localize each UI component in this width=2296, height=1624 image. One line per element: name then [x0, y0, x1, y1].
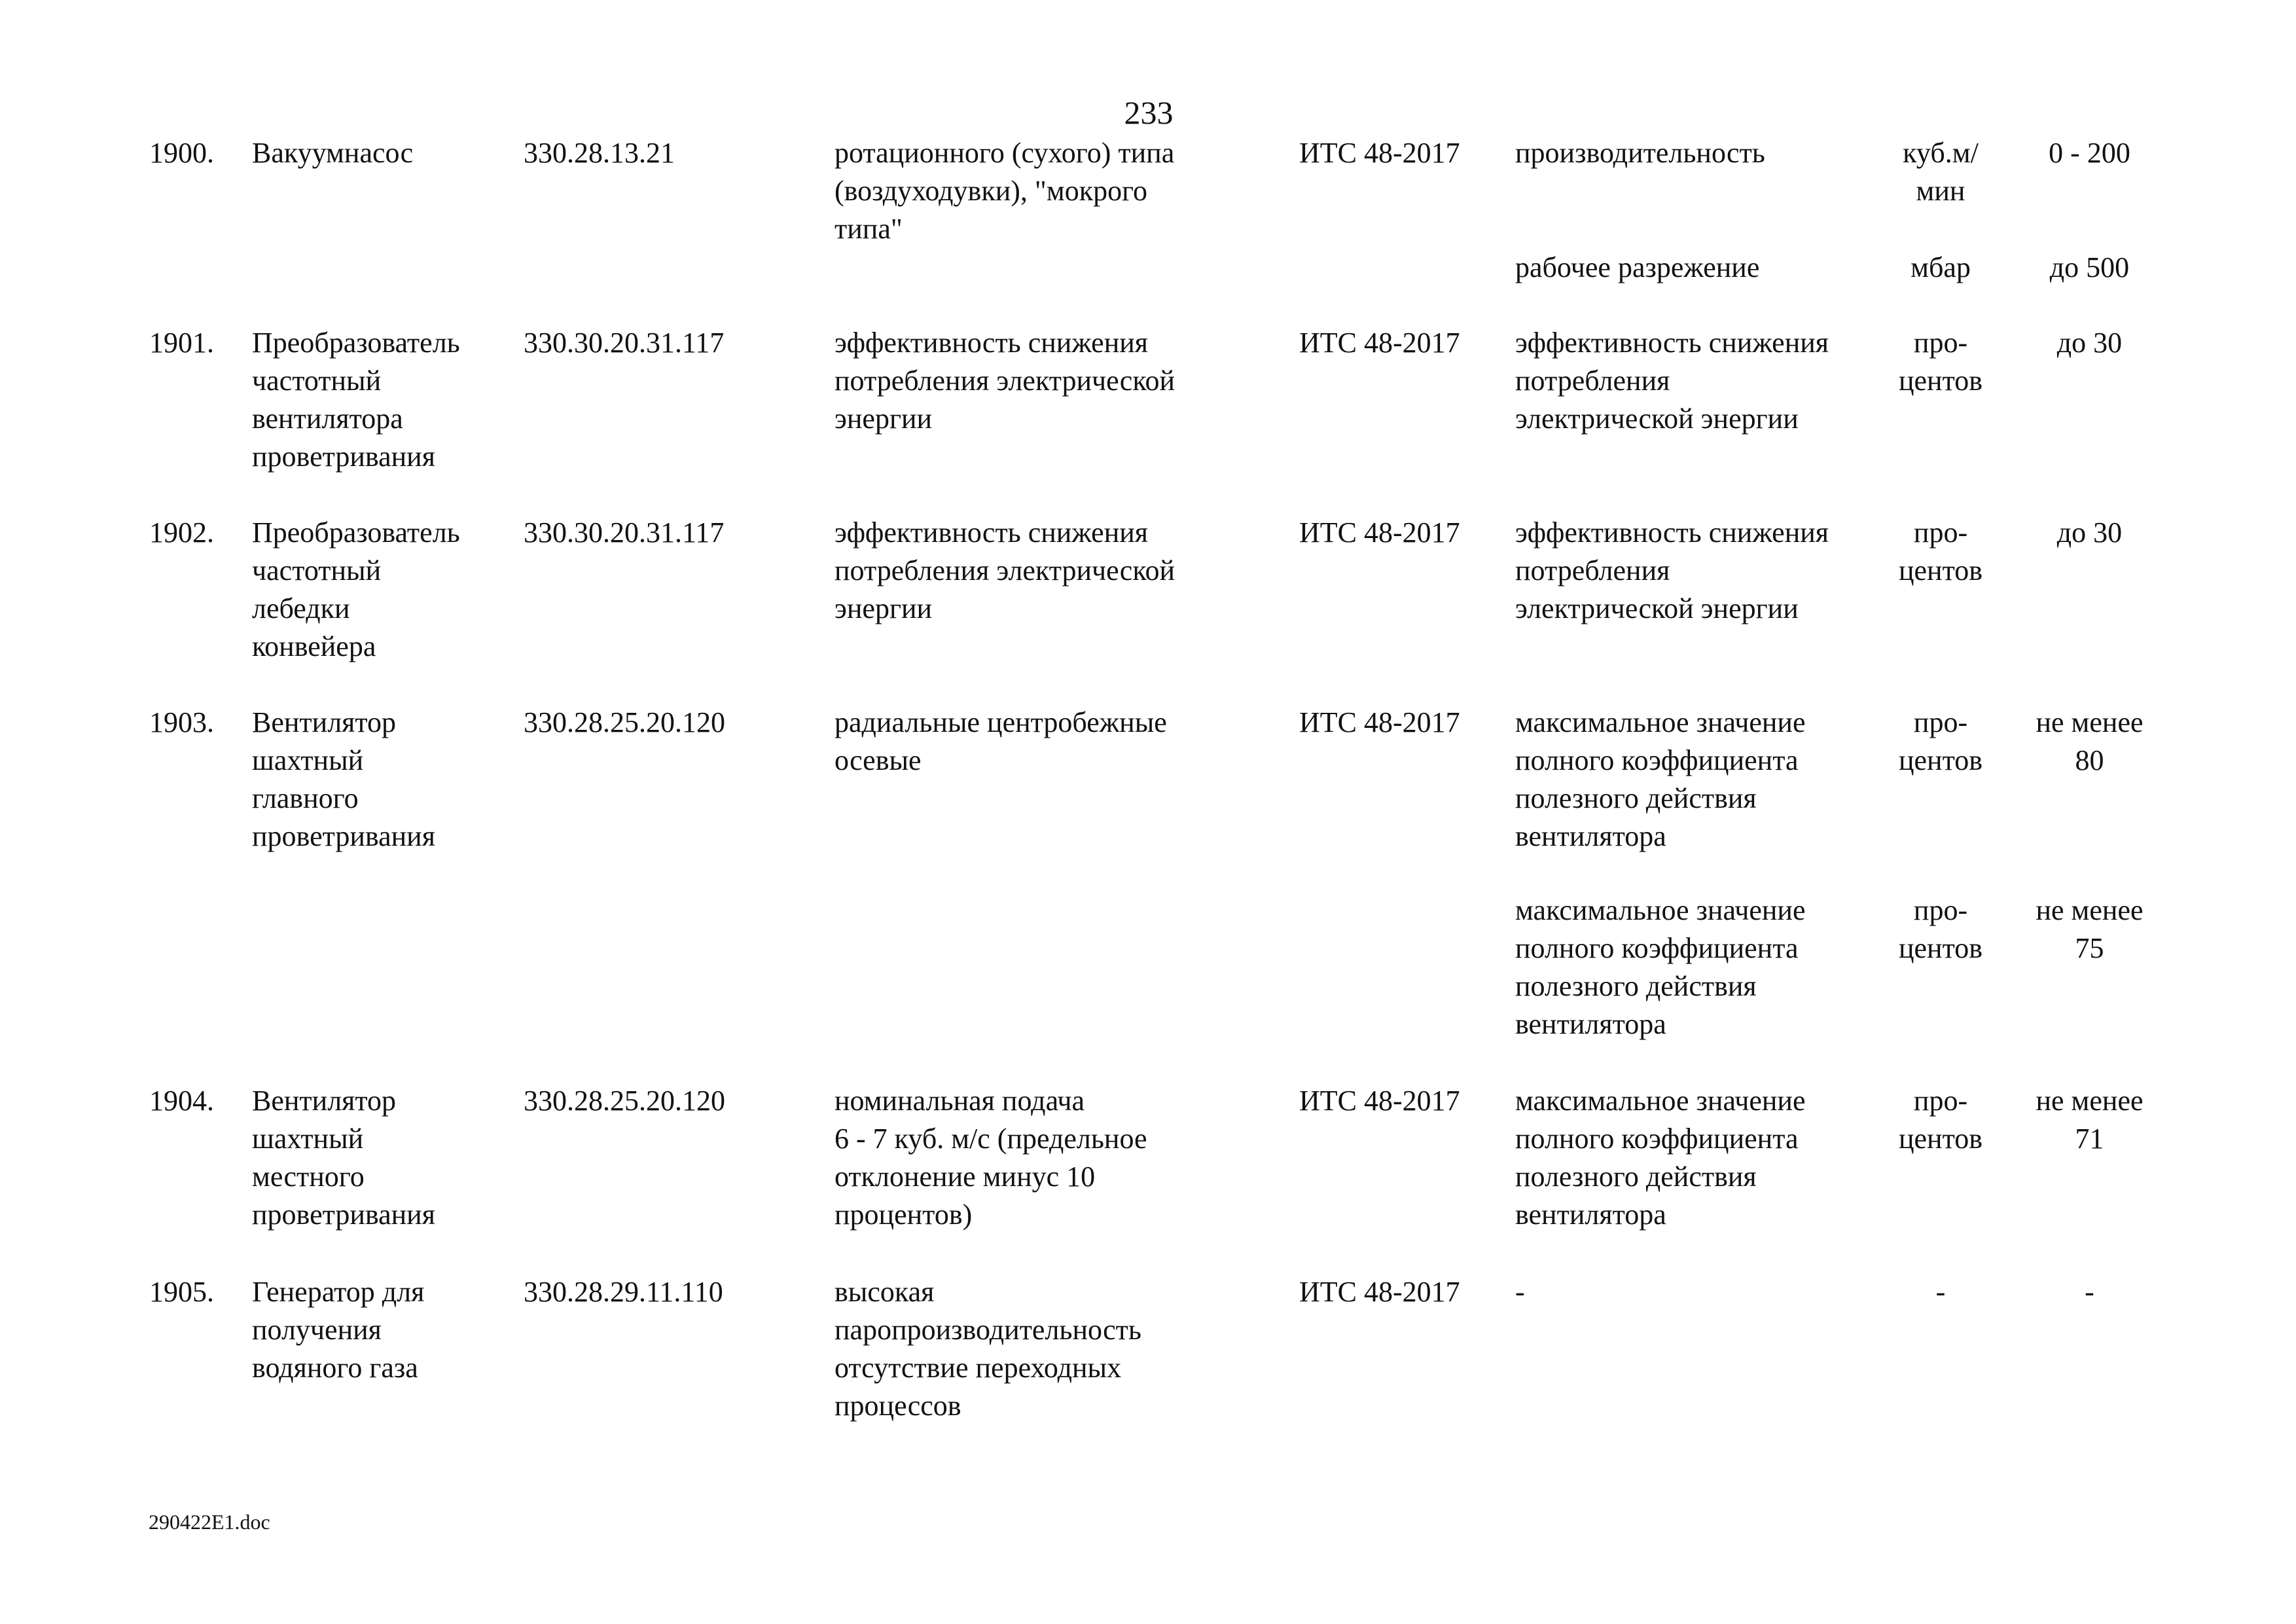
equipment-code: 330.28.25.20.120 — [524, 706, 725, 738]
equipment-description: радиальные центробежные осевые — [834, 706, 1167, 776]
parameter-unit: - — [1935, 1276, 1946, 1308]
equipment-description: ротационного (сухого) типа (воздуходувки), "мокрого типа" — [834, 137, 1175, 245]
reference-standard: ИТС 48-2017 — [1299, 1085, 1460, 1117]
equipment-name: Вентилятор шахтный местного проветривания — [252, 1085, 435, 1231]
parameter-unit: про- центов — [1898, 327, 1983, 397]
reference-standard: ИТС 48-2017 — [1299, 327, 1460, 359]
reference-standard: ИТС 48-2017 — [1299, 516, 1460, 549]
parameter-unit: куб.м/ мин — [1903, 137, 1979, 207]
equipment-code: 330.30.20.31.117 — [524, 516, 725, 549]
parameter-name: максимальное значение полного коэффициента полезного действия вентилятора — [1515, 1085, 1806, 1231]
parameter-unit: про- центов — [1898, 1085, 1983, 1155]
page-number: 233 — [1124, 94, 1174, 131]
parameter-name: рабочее разрежение — [1515, 251, 1760, 283]
parameter-unit: мбар — [1910, 251, 1971, 283]
parameter-value: не менее 71 — [2036, 1085, 2144, 1155]
parameter-value: до 500 — [2049, 251, 2130, 283]
equipment-code: 330.28.29.11.110 — [524, 1276, 723, 1308]
reference-standard: ИТС 48-2017 — [1299, 1276, 1460, 1308]
parameter-name: эффективность снижения потребления электрической энергии — [1515, 327, 1829, 435]
equipment-code: 330.28.25.20.120 — [524, 1085, 725, 1117]
equipment-description: эффективность снижения потребления электрической энергии — [834, 516, 1175, 624]
equipment-name: Вентилятор шахтный главного проветривания — [252, 706, 435, 852]
equipment-code: 330.28.13.21 — [524, 137, 675, 169]
row-number: 1903. — [149, 706, 214, 738]
row-number: 1904. — [149, 1085, 214, 1117]
parameter-name: эффективность снижения потребления электрической энергии — [1515, 516, 1829, 624]
parameter-unit: про- центов — [1898, 706, 1983, 776]
row-number: 1902. — [149, 516, 214, 549]
equipment-name: Преобразователь частотный лебедки конвейера — [252, 516, 460, 662]
parameter-value: не менее 80 — [2036, 706, 2144, 776]
parameter-name: максимальное значение полного коэффициента полезного действия вентилятора — [1515, 706, 1806, 852]
reference-standard: ИТС 48-2017 — [1299, 706, 1460, 738]
parameter-value: до 30 — [2056, 327, 2123, 359]
row-number: 1900. — [149, 137, 214, 169]
equipment-name: Генератор для получения водяного газа — [252, 1276, 425, 1384]
equipment-name: Преобразователь частотный вентилятора проветривания — [252, 327, 460, 473]
parameter-name: производительность — [1515, 137, 1765, 169]
parameter-value: 0 - 200 — [2049, 137, 2130, 169]
row-number: 1905. — [149, 1276, 214, 1308]
parameter-value: до 30 — [2056, 516, 2123, 549]
equipment-description: эффективность снижения потребления электрической энергии — [834, 327, 1175, 435]
parameter-unit: про- центов — [1898, 894, 1983, 964]
parameter-name: максимальное значение полного коэффициента полезного действия вентилятора — [1515, 894, 1806, 1040]
parameter-name: - — [1515, 1276, 1525, 1308]
equipment-name: Вакуумнасос — [252, 137, 414, 169]
row-number: 1901. — [149, 327, 214, 359]
parameter-unit: про- центов — [1898, 516, 1983, 586]
equipment-code: 330.30.20.31.117 — [524, 327, 725, 359]
document-filename: 290422E1.doc — [149, 1510, 270, 1534]
parameter-value: - — [2085, 1276, 2094, 1308]
equipment-description: высокая паропроизводительность отсутствие переходных процессов — [834, 1276, 1141, 1422]
parameter-value: не менее 75 — [2036, 894, 2144, 964]
reference-standard: ИТС 48-2017 — [1299, 137, 1460, 169]
equipment-description: номинальная подача 6 - 7 куб. м/с (предельное отклонение минус 10 процентов) — [834, 1085, 1147, 1231]
